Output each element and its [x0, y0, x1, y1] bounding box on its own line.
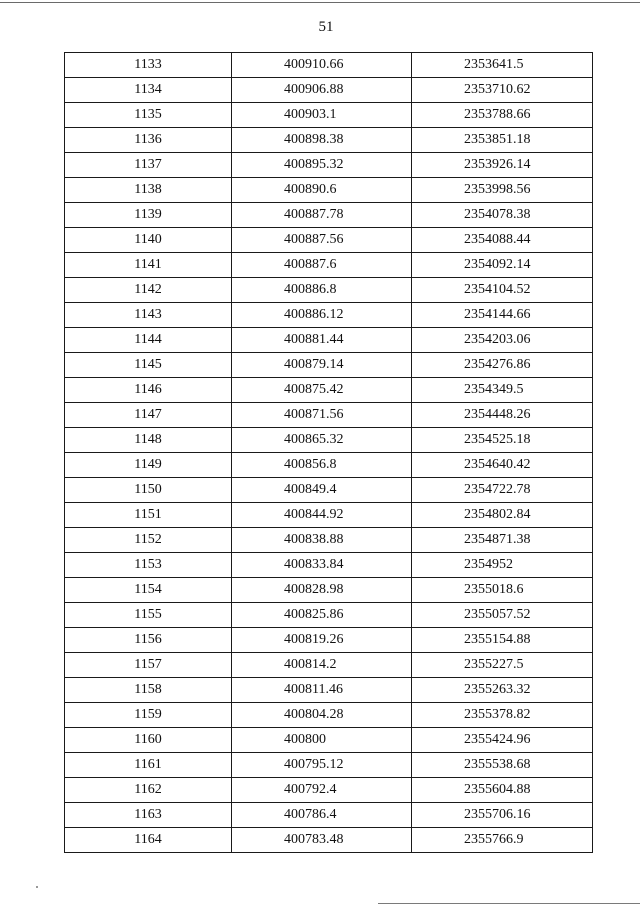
point-number-cell: 1157: [65, 653, 232, 678]
x-coordinate-cell: 400838.88: [232, 528, 412, 553]
table-row: [65, 628, 593, 653]
point-number-cell: 1134: [65, 78, 232, 103]
point-number-cell: 1163: [65, 803, 232, 828]
table-row: [65, 403, 593, 428]
y-coordinate-cell: 2355018.6: [412, 578, 593, 603]
table-row: [65, 453, 593, 478]
y-coordinate-cell: 2353998.56: [412, 178, 593, 203]
x-coordinate-cell: 400895.32: [232, 153, 412, 178]
table-row: [65, 303, 593, 328]
point-number-cell: 1164: [65, 828, 232, 853]
x-coordinate-cell: 400825.86: [232, 603, 412, 628]
x-coordinate-cell: 400814.2: [232, 653, 412, 678]
x-coordinate-cell: 400792.4: [232, 778, 412, 803]
scan-speck: [36, 886, 38, 888]
page-number: 51: [318, 19, 334, 35]
y-coordinate-cell: 2354092.14: [412, 253, 593, 278]
point-number-cell: 1139: [65, 203, 232, 228]
y-coordinate-cell: 2355154.88: [412, 628, 593, 653]
point-number-cell: 1137: [65, 153, 232, 178]
x-coordinate-cell: 400887.56: [232, 228, 412, 253]
point-number-cell: 1136: [65, 128, 232, 153]
table-row: [65, 828, 593, 853]
y-coordinate-cell: 2354349.5: [412, 378, 593, 403]
y-coordinate-cell: 2354144.66: [412, 303, 593, 328]
x-coordinate-cell: 400879.14: [232, 353, 412, 378]
y-coordinate-cell: 2354952: [412, 553, 593, 578]
point-number-cell: 1151: [65, 503, 232, 528]
point-number-cell: 1154: [65, 578, 232, 603]
table-row: [65, 328, 593, 353]
point-number-cell: 1133: [65, 53, 232, 78]
y-coordinate-cell: 2354276.86: [412, 353, 593, 378]
point-number-cell: 1145: [65, 353, 232, 378]
point-number-cell: 1144: [65, 328, 232, 353]
y-coordinate-cell: 2354078.38: [412, 203, 593, 228]
table-row: [65, 103, 593, 128]
y-coordinate-cell: 2353788.66: [412, 103, 593, 128]
point-number-cell: 1142: [65, 278, 232, 303]
x-coordinate-cell: 400783.48: [232, 828, 412, 853]
point-number-cell: 1146: [65, 378, 232, 403]
x-coordinate-cell: 400890.6: [232, 178, 412, 203]
y-coordinate-cell: 2354525.18: [412, 428, 593, 453]
point-number-cell: 1148: [65, 428, 232, 453]
y-coordinate-cell: 2355227.5: [412, 653, 593, 678]
table-row: [65, 578, 593, 603]
x-coordinate-cell: 400856.8: [232, 453, 412, 478]
point-number-cell: 1160: [65, 728, 232, 753]
x-coordinate-cell: 400906.88: [232, 78, 412, 103]
table-row: [65, 178, 593, 203]
table-row: [65, 778, 593, 803]
point-number-cell: 1149: [65, 453, 232, 478]
point-number-cell: 1153: [65, 553, 232, 578]
point-number-cell: 1135: [65, 103, 232, 128]
top-border-line: [0, 2, 640, 3]
table-row: [65, 253, 593, 278]
y-coordinate-cell: 2355263.32: [412, 678, 593, 703]
y-coordinate-cell: 2353851.18: [412, 128, 593, 153]
x-coordinate-cell: 400800: [232, 728, 412, 753]
x-coordinate-cell: 400887.78: [232, 203, 412, 228]
y-coordinate-cell: 2353710.62: [412, 78, 593, 103]
point-number-cell: 1156: [65, 628, 232, 653]
point-number-cell: 1150: [65, 478, 232, 503]
table-row: [65, 728, 593, 753]
table-row: [65, 228, 593, 253]
y-coordinate-cell: 2354104.52: [412, 278, 593, 303]
table-row: [65, 353, 593, 378]
x-coordinate-cell: 400898.38: [232, 128, 412, 153]
x-coordinate-cell: 400871.56: [232, 403, 412, 428]
y-coordinate-cell: 2355604.88: [412, 778, 593, 803]
x-coordinate-cell: 400819.26: [232, 628, 412, 653]
table-row: [65, 753, 593, 778]
x-coordinate-cell: 400903.1: [232, 103, 412, 128]
table-row: [65, 553, 593, 578]
point-number-cell: 1155: [65, 603, 232, 628]
y-coordinate-cell: 2355766.9: [412, 828, 593, 853]
table-row: [65, 53, 593, 78]
table-row: [65, 478, 593, 503]
y-coordinate-cell: 2355378.82: [412, 703, 593, 728]
x-coordinate-cell: 400804.28: [232, 703, 412, 728]
x-coordinate-cell: 400887.6: [232, 253, 412, 278]
y-coordinate-cell: 2355424.96: [412, 728, 593, 753]
point-number-cell: 1147: [65, 403, 232, 428]
table-row: [65, 128, 593, 153]
x-coordinate-cell: 400786.4: [232, 803, 412, 828]
y-coordinate-cell: 2353926.14: [412, 153, 593, 178]
y-coordinate-cell: 2353641.5: [412, 53, 593, 78]
y-coordinate-cell: 2355538.68: [412, 753, 593, 778]
x-coordinate-cell: 400795.12: [232, 753, 412, 778]
x-coordinate-cell: 400910.66: [232, 53, 412, 78]
table-row: [65, 653, 593, 678]
point-number-cell: 1159: [65, 703, 232, 728]
point-number-cell: 1143: [65, 303, 232, 328]
table-row: [65, 603, 593, 628]
table-row: [65, 678, 593, 703]
bottom-border-line: [378, 903, 640, 904]
y-coordinate-cell: 2354203.06: [412, 328, 593, 353]
x-coordinate-cell: 400828.98: [232, 578, 412, 603]
x-coordinate-cell: 400875.42: [232, 378, 412, 403]
point-number-cell: 1158: [65, 678, 232, 703]
point-number-cell: 1161: [65, 753, 232, 778]
table-row: [65, 803, 593, 828]
table-row: [65, 78, 593, 103]
table-row: [65, 378, 593, 403]
x-coordinate-cell: 400886.12: [232, 303, 412, 328]
point-number-cell: 1140: [65, 228, 232, 253]
y-coordinate-cell: 2355057.52: [412, 603, 593, 628]
coordinates-table: [64, 52, 593, 853]
point-number-cell: 1152: [65, 528, 232, 553]
x-coordinate-cell: 400811.46: [232, 678, 412, 703]
x-coordinate-cell: 400881.44: [232, 328, 412, 353]
table-row: [65, 428, 593, 453]
coordinates-table-body: [65, 53, 593, 853]
x-coordinate-cell: 400833.84: [232, 553, 412, 578]
point-number-cell: 1141: [65, 253, 232, 278]
table-row: [65, 278, 593, 303]
table-row: [65, 153, 593, 178]
y-coordinate-cell: 2354640.42: [412, 453, 593, 478]
point-number-cell: 1162: [65, 778, 232, 803]
y-coordinate-cell: 2354722.78: [412, 478, 593, 503]
x-coordinate-cell: 400849.4: [232, 478, 412, 503]
x-coordinate-cell: 400844.92: [232, 503, 412, 528]
y-coordinate-cell: 2354802.84: [412, 503, 593, 528]
point-number-cell: 1138: [65, 178, 232, 203]
table-row: [65, 703, 593, 728]
y-coordinate-cell: 2354088.44: [412, 228, 593, 253]
x-coordinate-cell: 400886.8: [232, 278, 412, 303]
x-coordinate-cell: 400865.32: [232, 428, 412, 453]
table-row: [65, 503, 593, 528]
y-coordinate-cell: 2354448.26: [412, 403, 593, 428]
table-row: [65, 528, 593, 553]
y-coordinate-cell: 2355706.16: [412, 803, 593, 828]
y-coordinate-cell: 2354871.38: [412, 528, 593, 553]
table-row: [65, 203, 593, 228]
